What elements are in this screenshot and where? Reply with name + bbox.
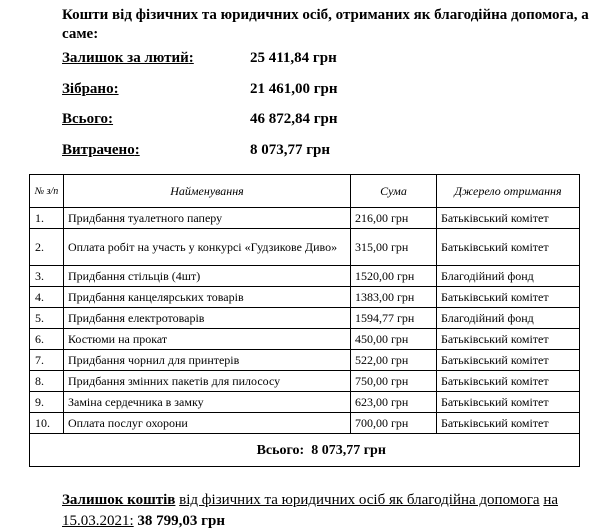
summary-spent-value: 8 073,77 грн (250, 142, 331, 158)
row-source: Батьківський комітет (437, 392, 580, 413)
row-name: Придбання чорнил для принтерів (64, 350, 351, 371)
footer-balance (62, 490, 602, 532)
table-total-row (30, 434, 580, 467)
row-num: 5. (30, 308, 64, 329)
footer-middle-text: від фізичних та юридичних осіб як благодійна допомога (179, 492, 540, 508)
total-blank-cell (30, 434, 64, 467)
expenses-table (29, 174, 580, 467)
footer-amount: 38 799,03 грн (137, 513, 225, 529)
row-amount: 1520,00 грн (351, 266, 437, 287)
row-name: Придбання канцелярських товарів (64, 287, 351, 308)
table-row (30, 413, 580, 434)
row-amount: 450,00 грн (351, 329, 437, 350)
header-num: № з/п (30, 175, 64, 208)
row-amount: 522,00 грн (351, 350, 437, 371)
header-name: Найменування (64, 175, 351, 208)
row-source: Батьківський комітет (437, 371, 580, 392)
row-num: 7. (30, 350, 64, 371)
row-num: 9. (30, 392, 64, 413)
row-num: 10. (30, 413, 64, 434)
header-amount: Сума (351, 175, 437, 208)
row-amount: 1594,77 грн (351, 308, 437, 329)
row-name: Придбання електротоварів (64, 308, 351, 329)
row-source: Благодійний фонд (437, 308, 580, 329)
row-source: Батьківський комітет (437, 350, 580, 371)
table-row (30, 229, 580, 266)
header-source: Джерело отримання (437, 175, 580, 208)
row-name: Придбання туалетного паперу (64, 208, 351, 229)
table-header-row (30, 175, 580, 208)
row-num: 2. (30, 229, 64, 266)
footer-bold-label: Залишок коштів (62, 492, 176, 508)
row-num: 1. (30, 208, 64, 229)
row-num: 4. (30, 287, 64, 308)
summary-collected-value: 21 461,00 грн (250, 81, 338, 97)
row-amount: 623,00 грн (351, 392, 437, 413)
page-heading: Кошти від фізичних та юридичних осіб, отриманих як благодійна допомога, а саме: (62, 7, 589, 42)
row-source: Батьківський комітет (437, 208, 580, 229)
row-amount: 750,00 грн (351, 371, 437, 392)
total-cell (64, 434, 580, 467)
total-value: 8 073,77 грн (311, 442, 386, 458)
row-source: Батьківський комітет (437, 413, 580, 434)
table-row (30, 371, 580, 392)
row-name: Оплата послуг охорони (64, 413, 351, 434)
row-name: Заміна сердечника в замку (64, 392, 351, 413)
summary-balance-label: Залишок за лютий: (62, 50, 194, 66)
table-row (30, 350, 580, 371)
row-amount: 216,00 грн (351, 208, 437, 229)
summary-balance-value: 25 411,84 грн (250, 50, 337, 66)
row-num: 8. (30, 371, 64, 392)
row-amount: 315,00 грн (351, 229, 437, 266)
total-label: Всього: (256, 442, 305, 458)
footer-date: на 15.03.2021: (62, 492, 559, 529)
row-source: Батьківський комітет (437, 287, 580, 308)
table-row (30, 329, 580, 350)
row-name: Придбання стільців (4шт) (64, 266, 351, 287)
summary-total-label: Всього: (62, 111, 114, 127)
table-row (30, 308, 580, 329)
summary-spent-label: Витрачено: (62, 142, 140, 158)
row-amount: 1383,00 грн (351, 287, 437, 308)
summary-total-value: 46 872,84 грн (250, 111, 338, 127)
table-row (30, 266, 580, 287)
row-name: Костюми на прокат (64, 329, 351, 350)
row-num: 6. (30, 329, 64, 350)
row-name: Придбання змінних пакетів для пилососу (64, 371, 351, 392)
table-row (30, 287, 580, 308)
table-row (30, 208, 580, 229)
row-num: 3. (30, 266, 64, 287)
row-name: Оплата робіт на участь у конкурсі «Гудзикове Диво» (64, 229, 351, 266)
summary-collected-label: Зібрано: (62, 81, 119, 97)
row-amount: 700,00 грн (351, 413, 437, 434)
row-source: Батьківський комітет (437, 329, 580, 350)
table-row (30, 392, 580, 413)
row-source: Батьківський комітет (437, 229, 580, 266)
row-source: Благодійний фонд (437, 266, 580, 287)
